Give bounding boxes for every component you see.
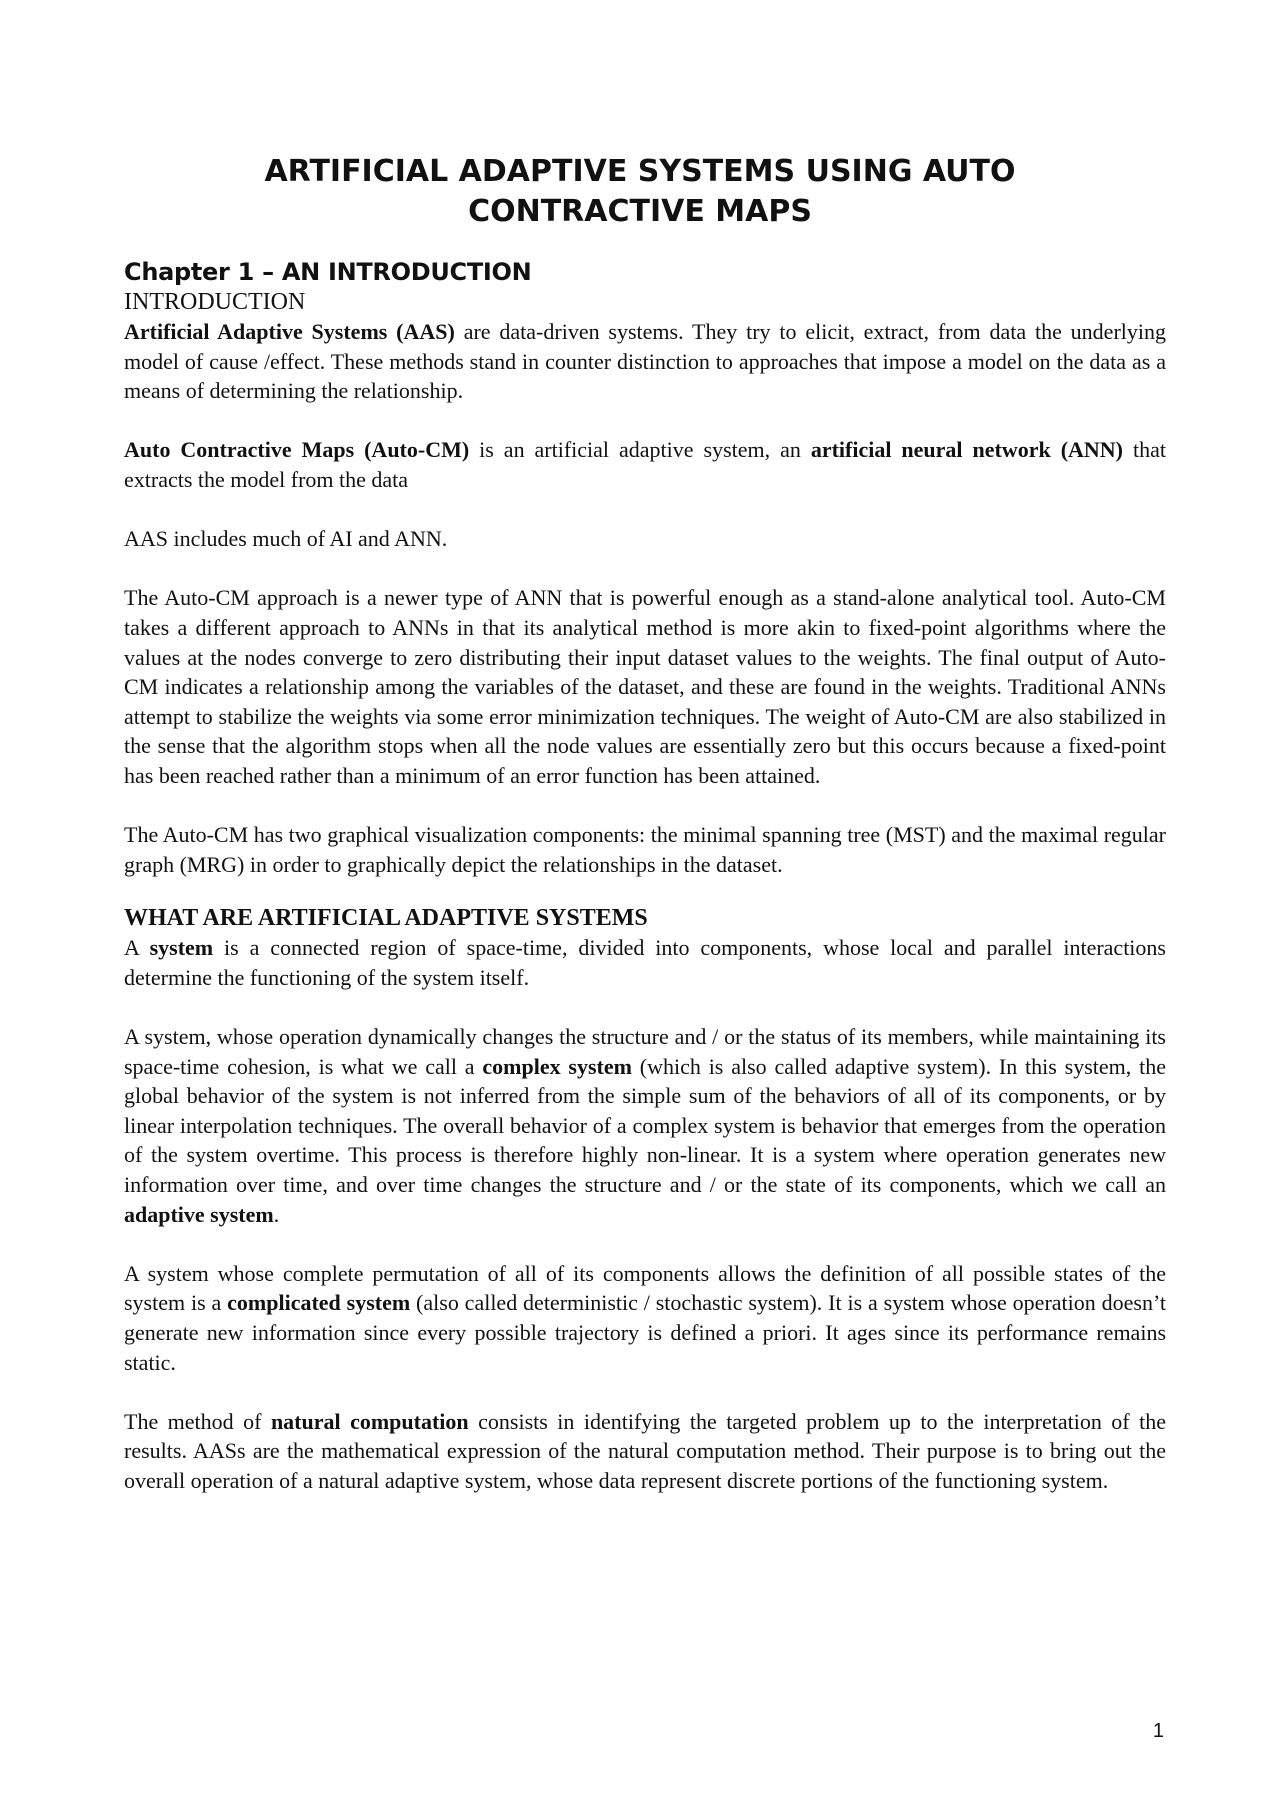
paragraph-text: .: [273, 1201, 280, 1227]
title-line-2: CONTRACTIVE MAPS: [468, 194, 812, 229]
paragraph-complex-system: [124, 1022, 1166, 1229]
bold-term: Auto Contractive Maps (Auto-CM): [124, 437, 470, 463]
paragraph-aas-definition: [124, 317, 1166, 406]
paragraph-aas-includes: AAS includes much of AI and ANN.: [124, 526, 448, 552]
document-title: [140, 152, 1140, 232]
paragraph-text: that extracts the model from the data: [124, 437, 1166, 492]
paragraph-text: is a connected region of space-time, divided into components, whose local and parallel interactions determine the functioning of the system itself.: [124, 935, 1166, 990]
bold-term: adaptive system: [124, 1201, 274, 1227]
document-body: [124, 257, 1166, 1525]
section-heading-introduction: INTRODUCTION: [124, 289, 306, 315]
paragraph-auto-cm-definition: [124, 435, 1166, 494]
paragraph-text: consists in identifying the targeted problem up to the interpretation of the results. AASs are the mathematical expression of the natural computation method. Their purpose is to bring out the overall operation of a natural adaptive system, whose data represent discrete portions of the functioning system.: [124, 1408, 1166, 1493]
chapter-heading: Chapter 1 – AN INTRODUCTION: [124, 258, 532, 286]
paragraph-auto-cm-approach: The Auto-CM approach is a newer type of ANN that is powerful enough as a stand-alone analytical tool. Auto-CM takes a different approach to ANNs in that its analytical method is more akin to fixed-point algorithms where the values at the nodes converge to zero distributing their input dataset values to the weights. The final output of Auto-CM indicates a relationship among the variables of the dataset, and these are found in the weights. Traditional ANNs attempt to stabilize the weights via some error minimization techniques. The weight of Auto-CM are also stabilized in the sense that the algorithm stops when all the node values are essentially zero but this occurs because a fixed-point has been reached rather than a minimum of an error function has been attained.: [124, 585, 1166, 788]
paragraph-text: A system, whose operation dynamically changes the structure and / or the status of its members, while maintaining its space-time cohesion, is what we call a: [124, 1024, 1166, 1079]
section-heading-what-are-aas: WHAT ARE ARTIFICIAL ADAPTIVE SYSTEMS: [124, 905, 648, 932]
paragraph-system-definition: [124, 933, 1166, 992]
bold-term: system: [149, 935, 214, 961]
bold-term: complicated system: [227, 1290, 411, 1316]
paragraph-text: The method of: [124, 1408, 271, 1434]
bold-term: natural computation: [270, 1408, 469, 1434]
bold-term: artificial neural network (ANN): [810, 437, 1124, 463]
paragraph-text: A: [124, 935, 150, 961]
bold-term: Artificial Adaptive Systems (AAS): [124, 319, 455, 344]
paragraph-text: are data-driven systems. They try to elicit, extract, from data the underlying model of cause /effect. These methods stand in counter distinction to approaches that impose a model on the data as a means of determining the relationship.: [124, 319, 1167, 404]
paragraph-complicated-system: [124, 1259, 1166, 1377]
page-number: 1: [1152, 1720, 1164, 1742]
title-line-1: ARTIFICIAL ADAPTIVE SYSTEMS USING AUTO: [264, 154, 1016, 189]
paragraph-text: A system whose complete permutation of all of its components allows the definition of all possible states of the system is a: [124, 1260, 1166, 1316]
paragraph-text: (also called deterministic / stochastic system). It is a system whose operation doesn’t generate new information since every possible trajectory is defined a priori. It ages since its performance remains static.: [124, 1290, 1166, 1375]
paragraph-natural-computation: [124, 1407, 1166, 1496]
paragraph-visualization: The Auto-CM has two graphical visualization components: the minimal spanning tree (MST) and the maximal regular graph (MRG) in order to graphically depict the relationships in the dataset.: [124, 822, 1166, 877]
paragraph-text: (which is also called adaptive system). In this system, the global behavior of the system is not inferred from the simple sum of the behaviors of all of its components, or by linear interpolation techniques. The overall behavior of a complex system is behavior that emerges from the operation of the system overtime. This process is therefore highly non-linear. It is a system where operation generates new information over time, and over time changes the structure and / or the state of its components, which we call an: [124, 1053, 1166, 1198]
bold-term: complex system: [482, 1053, 632, 1079]
paragraph-text: is an artificial adaptive system, an: [469, 437, 811, 463]
